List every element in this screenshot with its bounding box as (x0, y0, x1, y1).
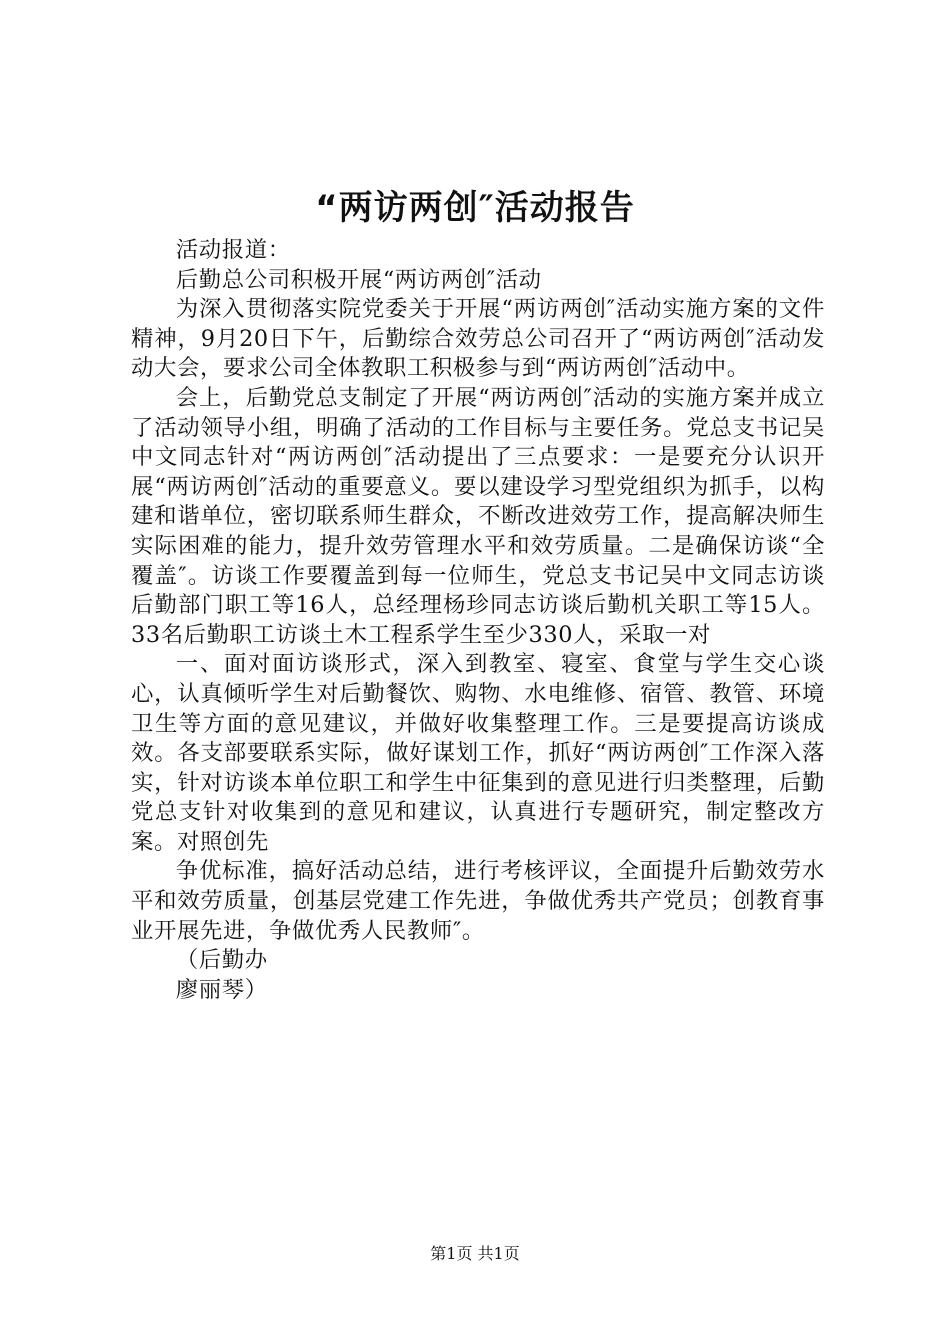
paragraph-headline: 后勤总公司积极开展“两访两创″活动 (175, 266, 542, 293)
paragraph-author: 廖丽琴） (175, 976, 268, 1003)
page-number: 第1页 共1页 (430, 1244, 520, 1263)
document-body (131, 236, 825, 1005)
paragraph-source: （后勤办 (175, 947, 268, 974)
paragraph-report-label: 活动报道： (175, 237, 291, 263)
document-title: “两访两创″活动报告 (315, 188, 635, 228)
paragraph-interview: 一、面对面访谈形式，深入到教室、寝室、食堂与学生交心谈心，认真倾听学生对后勤餐饮、购物、水电维修、宿管、教管、环境卫生等方面的意见建议，并做好收集整理工作。三是要提高访谈成效。各支部要联系实际，做好谋划工作，抓好“两访两创″工作深入落实，针对访谈本单位职工和学生中征集到的意见进行归类整理，后勤党总支针对收集到的意见和建议，认真进行专题研究，制定整改方案。对照创先 (131, 651, 825, 855)
paragraph-conclusion: 争优标准，搞好活动总结，进行考核评议，全面提升后勤效劳水平和效劳质量，创基层党建工作先进，争做优秀共产党员；创教育事业开展先进，争做优秀人民教师″。 (131, 858, 825, 944)
paragraph-meeting: 会上，后勤党总支制定了开展“两访两创″活动的实施方案并成立了活动领导小组，明确了活动的工作目标与主要任务。党总支书记吴中文同志针对“两访两创″活动提出了三点要求：一是要充分认识开展“两访两创″活动的重要意义。要以建设学习型党组织为抓手，以构建和谐单位，密切联系师生群众，不断改进效劳工作，提高解决师生实际困难的能力，提升效劳管理水平和效劳质量。二是确保访谈“全覆盖″。访谈工作要覆盖到每一位师生，党总支书记吴中文同志访谈后勤部门职工等16人，总经理杨珍同志访谈后勤机关职工等15人。33名后勤职工访谈土木工程系学生至少330人，采取一对 (131, 384, 825, 648)
paragraph-intro: 为深入贯彻落实院党委关于开展“两访两创″活动实施方案的文件精神，9月20日下午，后勤综合效劳总公司召开了“两访两创″活动发动大会，要求公司全体教职工积极参与到“两访两创″活动中。 (131, 296, 825, 382)
